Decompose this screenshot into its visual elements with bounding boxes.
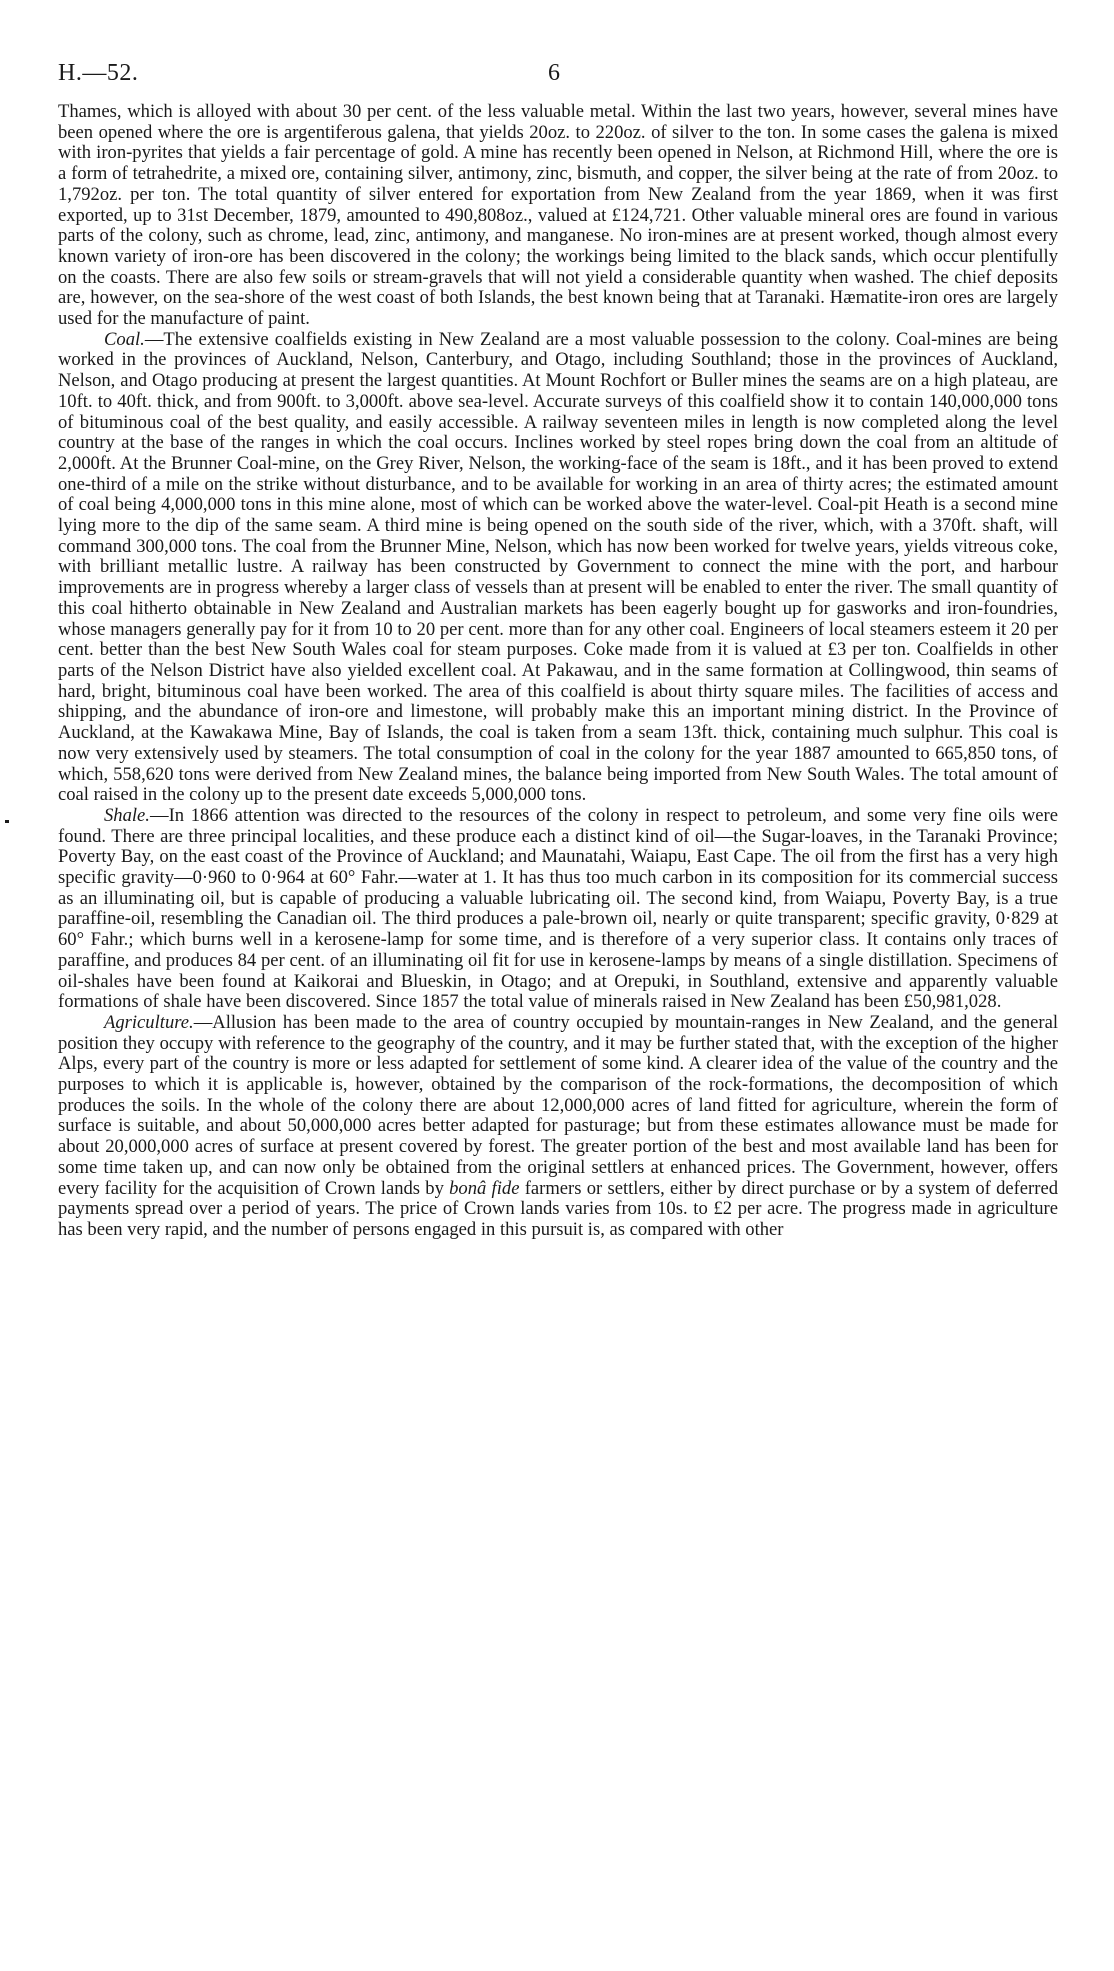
document-reference: H.—52. bbox=[58, 60, 139, 86]
paragraph-text: Thames, which is alloyed with about 30 per cent. of the less valuable metal. Within the last two years, however, several mines have been opened where the ore is argentiferous galena, that yields 20oz. to 220oz. of silver to the ton. In some cases the galena is mixed with iron-pyrites that yields a fair percentage of gold. A mine has recently been opened in Nelson, at Richmond Hill, where the ore is a form of tetrahedrite, a mixed ore, containing silver, antimony, zinc, bismuth, and copper, the silver being at the rate of from 20oz. to 1,792oz. per ton. The total quantity of silver entered for exportation from New Zealand from the year 1869, when it was first exported, up to 31st December, 1879, amounted to 490,808oz., valued at £124,721. Other valuable mineral ores are found in various parts of the colony, such as chrome, lead, zinc, antimony, and manganese. No iron-mines are at present worked, though almost every known variety of iron-ore has been discovered in the colony; the workings being limited to the black sands, which occur plentifully on the coasts. There are also few soils or stream-gravels that will not yield a considerable quantity when washed. The chief deposits are, however, on the sea-shore of the west coast of both Islands, the best known being that at Taranaki. Hæmatite-iron ores are largely used for the manufacture of paint. bbox=[58, 101, 1058, 330]
section-heading-coal: Coal. bbox=[104, 328, 145, 350]
section-heading-agriculture: Agriculture. bbox=[104, 1011, 194, 1033]
body-text bbox=[58, 102, 1058, 1241]
page bbox=[58, 60, 1058, 1241]
paragraph-text: —The extensive coalfields existing in New Zealand are a most valuable possession to the colony. Coal-mines are being worked in the provinces of Auckland, Nelson, Canterbury, and Otago, including Southland; those in the provinces of Auckland, Nelson, and Otago producing at present the largest quantities. At Mount Rochfort or Buller mines the seams are on a high plateau, are 10ft. to 40ft. thick, and from 900ft. to 3,000ft. above sea-level. Accurate surveys of this coalfield show it to contain 140,000,000 tons of bituminous coal of the best quality, and easily accessible. A railway seventeen miles in length is now completed along the level country at the base of the ranges in which the coal occurs. Inclines worked by steel ropes bring down the coal from an altitude of 2,000ft. At the Brunner Coal-mine, on the Grey River, Nelson, the working-face of the seam is 18ft., and it has been proved to extend one-third of a mile on the strike without disturbance, and to be available for working in an area of thirty acres; the estimated amount of coal being 4,000,000 tons in this mine alone, most of which can be worked above the water-level. Coal-pit Heath is a second mine lying more to the dip of the same seam. A third mine is being opened on the south side of the river, which, with a 370ft. shaft, will command 300,000 tons. The coal from the Brunner Mine, Nelson, which has now been worked for twelve years, yields vitreous coke, with brilliant metallic lustre. A railway has been constructed by Government to connect the mine with the port, and harbour improvements are in progress whereby a larger class of vessels than at present will be enabled to enter the river. The small quantity of this coal hitherto obtainable in New Zealand and Australian markets has been eagerly bought up for gasworks and iron-foundries, whose managers generally pay for it from 10 to 20 per cent. more than for any other coal. Engineers of local steamers esteem it 20 per cent. better than the best New South Wales coal for steam purposes. Coke made from it is valued at £3 per ton. Coalfields in other parts of the Nelson District have also yielded excellent coal. At Pakawau, and in the same formation at Collingwood, thin seams of hard, bright, bituminous coal have been worked. The area of this coalfield is about thirty square miles. The facilities of access and shipping, and the abundance of iron-ore and limestone, will probably make this an important mining district. In the Province of Auckland, at the Kawakawa Mine, Bay of Islands, the coal is taken from a seam 13ft. thick, containing much sulphur. This coal is now very extensively used by steamers. The total consumption of coal in the colony for the year 1887 amounted to 665,850 tons, of which, 558,620 tons were derived from New Zealand mines, the balance being imported from New South Wales. The total amount of coal raised in the colony up to the present date exceeds 5,000,000 tons. bbox=[58, 328, 1058, 806]
paragraph-coal bbox=[58, 330, 1058, 806]
margin-mark bbox=[5, 820, 9, 823]
paragraph-shale bbox=[58, 806, 1058, 1013]
paragraph-text: farmers or settlers, either by direct purchase or by a system of deferred payments spread over a period of years. The price of Crown lands varies from 10s. to £2 per acre. The progress made in agriculture has been very rapid, and the number of persons engaged in this pursuit is, as compared with other bbox=[58, 1177, 1058, 1240]
section-heading-shale: Shale. bbox=[104, 804, 150, 826]
paragraph-text: —Allusion has been made to the area of country occupied by mountain-ranges in New Zealand, and the general position they occupy with reference to the geography of the country, and it may be further stated that, with the exception of the higher Alps, every part of the country is more or less adapted for settlement of some kind. A clearer idea of the value of the country and the purposes to which it is applicable is, however, obtained by the comparison of the rock-formations, the decomposition of which produces the soils. In the whole of the colony there are about 12,000,000 acres of land fitted for agriculture, wherein the form of surface is suitable, and about 50,000,000 acres better adapted for pasturage; but from these estimates allowance must be made for about 20,000,000 acres of surface at present covered by forest. The greater portion of the best and most available land has been for some time taken up, and can now only be obtained from the original settlers at enhanced prices. The Government, however, offers every facility for the acquisition of Crown lands by bbox=[58, 1011, 1058, 1199]
paragraph-agriculture bbox=[58, 1013, 1058, 1241]
page-header bbox=[58, 60, 1058, 102]
paragraph-silver-minerals bbox=[58, 102, 1058, 330]
paragraph-text: —In 1866 attention was directed to the resources of the colony in respect to petroleum, and some very fine oils were found. There are three principal localities, and these produce each a distinct kind of oil—the Sugar-loaves, in the Taranaki Province; Poverty Bay, on the east coast of the Province of Auckland; and Maunatahi, Waiapu, East Cape. The oil from the first has a very high specific gravity—0·960 to 0·964 at 60° Fahr.—water at 1. It has thus too much carbon in its composition for its commercial success as an illuminating oil, but is capable of producing a valuable lubricating oil. The second kind, from Waiapu, Poverty Bay, is a true paraffine-oil, resembling the Canadian oil. The third produces a pale-brown oil, nearly or quite transparent; specific gravity, 0·829 at 60° Fahr.; which burns well in a kerosene-lamp for some time, and is therefore of a very superior class. It contains only traces of paraffine, and produces 84 per cent. of an illuminating oil fit for use in kerosene-lamps by means of a single distillation. Specimens of oil-shales have been found at Kaikorai and Blueskin, in Otago; and at Orepuki, in Southland, extensive and apparently valuable formations of shale have been discovered. Since 1857 the total value of minerals raised in New Zealand has been £50,981,028. bbox=[58, 804, 1058, 1013]
page-number: 6 bbox=[548, 60, 560, 86]
italic-phrase: bonâ fide bbox=[449, 1177, 520, 1199]
